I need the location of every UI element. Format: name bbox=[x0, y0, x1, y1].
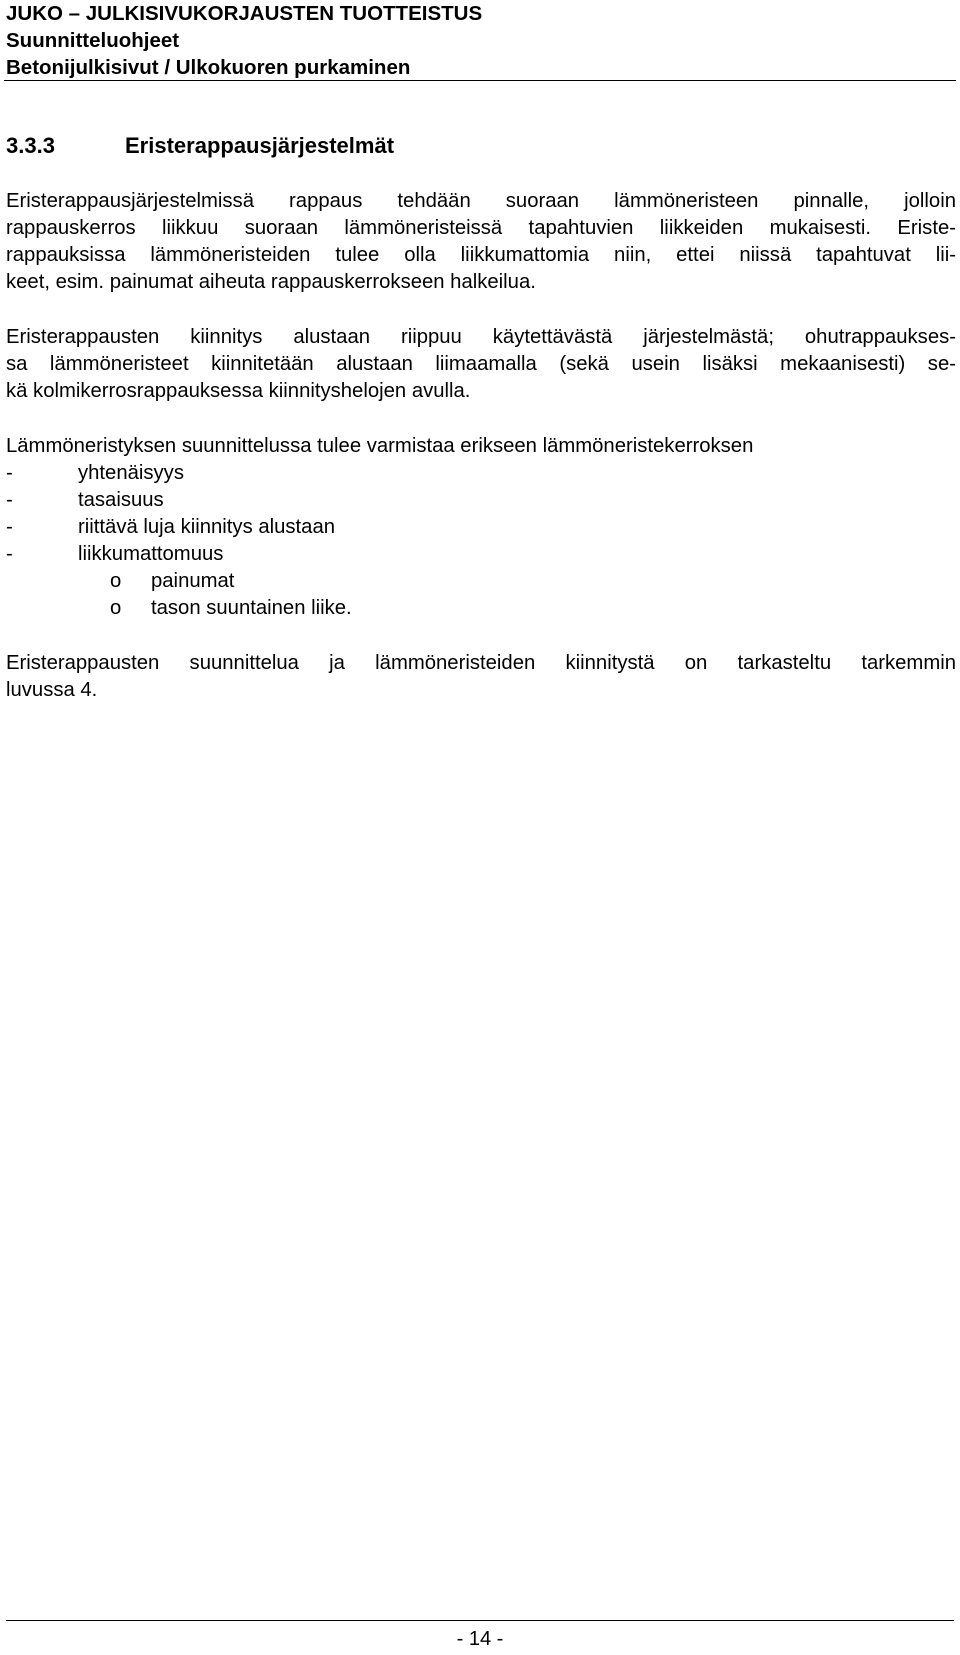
paragraph-1 bbox=[6, 188, 956, 296]
sublist-item bbox=[6, 568, 956, 595]
movement-sublist bbox=[6, 568, 956, 622]
requirements-list bbox=[6, 460, 956, 568]
list-item-text: yhtenäisyys bbox=[78, 462, 184, 484]
dash-bullet: - bbox=[6, 516, 13, 538]
list-item bbox=[6, 541, 956, 568]
dash-bullet: - bbox=[6, 489, 13, 511]
paragraph-line: Eristerappausjärjestelmissä rappaus tehdään suoraan lämmöneristeen pinnalle, jolloin bbox=[6, 190, 956, 212]
section-number: 3.3.3 bbox=[6, 133, 55, 158]
sublist-item-text: painumat bbox=[151, 570, 235, 592]
list-item-text: riittävä luja kiinnitys alustaan bbox=[78, 516, 336, 538]
sublist-item-text: tason suuntainen liike. bbox=[151, 597, 352, 619]
paragraph-line: sa lämmöneristeet kiinnitetään alustaan liimaamalla (sekä usein lisäksi mekaanisesti) se- bbox=[6, 353, 956, 375]
list-intro: Lämmöneristyksen suunnittelussa tulee varmistaa erikseen lämmöneristekerroksen bbox=[6, 435, 754, 457]
section-title: Eristerappausjärjestelmät bbox=[125, 133, 395, 158]
footer-divider bbox=[6, 1620, 954, 1621]
list-item bbox=[6, 514, 956, 541]
list-item bbox=[6, 487, 956, 514]
paragraph-3 bbox=[6, 433, 956, 622]
list-item bbox=[6, 460, 956, 487]
page-number: - 14 - bbox=[456, 1628, 504, 1650]
section-heading bbox=[6, 132, 394, 160]
list-item-text: tasaisuus bbox=[78, 489, 164, 511]
header-divider bbox=[4, 80, 956, 81]
header-document-subject: Betonijulkisivut / Ulkokuoren purkaminen bbox=[6, 56, 411, 79]
circle-bullet: o bbox=[110, 570, 122, 592]
paragraph-line: Eristerappausten kiinnitys alustaan riippuu käytettävästä järjestelmästä; ohutrappaukses- bbox=[6, 326, 956, 348]
paragraph-line: luvussa 4. bbox=[6, 679, 98, 701]
paragraph-line: rappauskerros liikkuu suoraan lämmöneristeissä tapahtuvien liikkeiden mukaisesti. Eriste- bbox=[6, 217, 956, 239]
list-item-text: liikkumattomuus bbox=[78, 543, 224, 565]
paragraph-line: keet, esim. painumat aiheuta rappauskerrokseen halkeilua. bbox=[6, 271, 536, 293]
paragraph-line: kä kolmikerrosrappauksessa kiinnityshelojen avulla. bbox=[6, 380, 471, 402]
dash-bullet: - bbox=[6, 543, 13, 565]
paragraph-2 bbox=[6, 324, 956, 405]
page-header bbox=[6, 0, 956, 81]
sublist-item bbox=[6, 595, 956, 622]
header-project-title: JUKO – JULKISIVUKORJAUSTEN TUOTTEISTUS bbox=[6, 2, 483, 25]
paragraph-line: Eristerappausten suunnittelua ja lämmöneristeiden kiinnitystä on tarkasteltu tarkemmin bbox=[6, 652, 956, 674]
paragraph-line: rappauksissa lämmöneristeiden tulee olla liikkumattomia niin, ettei niissä tapahtuvat lii- bbox=[6, 244, 956, 266]
dash-bullet: - bbox=[6, 462, 13, 484]
circle-bullet: o bbox=[110, 597, 122, 619]
paragraph-4 bbox=[6, 650, 956, 704]
header-document-type: Suunnitteluohjeet bbox=[6, 29, 180, 52]
